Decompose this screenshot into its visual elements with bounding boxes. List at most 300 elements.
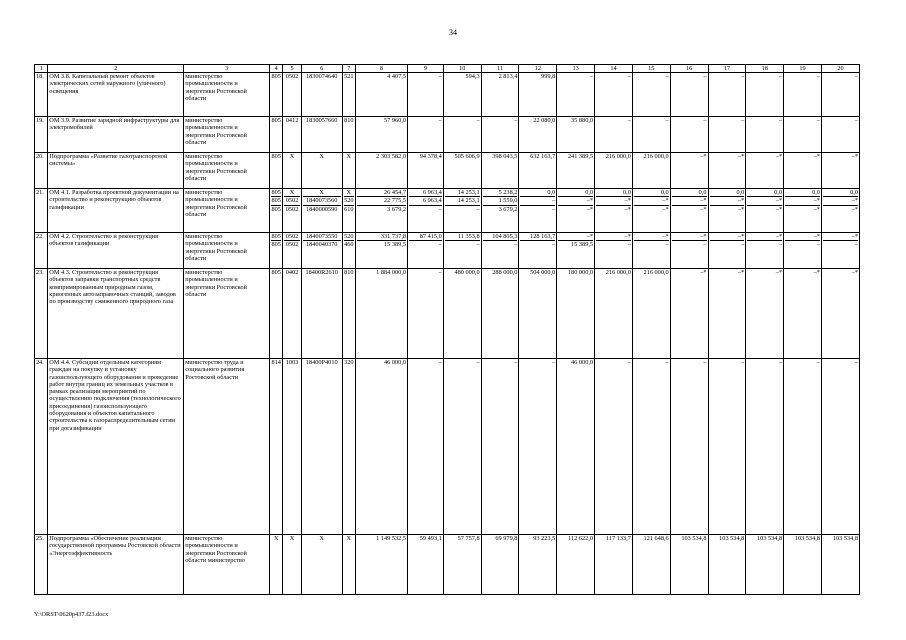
- amount-cell: [821, 535, 859, 595]
- amount-cell: [670, 189, 708, 233]
- cell-value: 805: [271, 269, 281, 276]
- column-number: 7: [342, 65, 355, 73]
- amount-cell: [557, 153, 595, 189]
- table-row: [35, 359, 860, 535]
- cell-value: 103 534,8: [756, 535, 783, 542]
- cell-value: 1840073550: [305, 233, 338, 240]
- table-row: [35, 233, 860, 269]
- row-number: 23.: [35, 269, 48, 359]
- cell-value: –*: [672, 205, 707, 213]
- amount-cell: [408, 189, 444, 233]
- cell-value: –: [778, 117, 783, 124]
- executor: министерство промышленности и энергетики Ростовской области: [184, 233, 270, 269]
- cell-value: –*: [851, 153, 858, 160]
- cell-value: 1840000590: [303, 205, 341, 213]
- budget-code-cell: [342, 233, 355, 269]
- cell-value: 57 960,0: [384, 117, 407, 124]
- budget-code-cell: [301, 269, 342, 359]
- amount-cell: [632, 117, 670, 153]
- amount-cell: [595, 535, 633, 595]
- cell-value: –: [672, 240, 707, 248]
- amount-cell: [408, 117, 444, 153]
- cell-value: –: [445, 240, 480, 248]
- amount-cell: [355, 117, 407, 153]
- cell-value: –: [741, 73, 745, 80]
- cell-value: 117 133,7: [605, 535, 631, 542]
- cell-value: –: [703, 117, 707, 124]
- cell-value: –: [627, 117, 631, 124]
- page-number: 34: [449, 28, 457, 37]
- cell-value: –*: [813, 153, 820, 160]
- cell-value: –*: [775, 233, 783, 240]
- amount-cell: [708, 117, 746, 153]
- budget-code-cell: [283, 269, 301, 359]
- amount-cell: [746, 269, 784, 359]
- cell-value: –: [854, 359, 858, 366]
- cell-value: 2 303 582,0: [376, 153, 407, 160]
- amount-cell: [443, 73, 481, 117]
- amount-cell: [519, 73, 557, 117]
- row-number: 21.: [35, 189, 48, 233]
- budget-code-cell: [301, 153, 342, 189]
- cell-value: –*: [634, 196, 669, 204]
- cell-value: 2 813,4: [498, 73, 518, 80]
- cell-value: 121 648,6: [643, 535, 669, 542]
- cell-value: 999,8: [541, 73, 556, 80]
- cell-value: 112 622,0: [568, 535, 594, 542]
- amount-cell: [408, 73, 444, 117]
- cell-value: –: [409, 240, 442, 248]
- cell-value: 5 238,2: [498, 189, 518, 196]
- cell-value: 520: [344, 233, 354, 240]
- cell-value: Х: [289, 189, 295, 196]
- amount-cell: [355, 73, 407, 117]
- amount-cell: [443, 269, 481, 359]
- column-number: 9: [408, 65, 444, 73]
- amount-cell: [632, 233, 670, 269]
- cell-value: –: [520, 205, 555, 213]
- cell-value: 0,0: [698, 189, 707, 196]
- cell-value: 331 737,8: [380, 233, 407, 240]
- row-number: 18.: [35, 73, 48, 117]
- amount-cell: [821, 117, 859, 153]
- cell-value: –: [703, 359, 707, 366]
- cell-value: 6 963,4: [409, 196, 442, 204]
- cell-value: 216 000,0: [643, 269, 669, 276]
- column-number: 2: [48, 65, 184, 73]
- cell-value: 94 378,4: [419, 153, 442, 160]
- cell-value: 0502: [285, 197, 299, 205]
- cell-value: –: [483, 240, 518, 248]
- cell-value: –: [438, 269, 442, 276]
- row-number: 19.: [35, 117, 48, 153]
- budget-code-cell: [283, 117, 301, 153]
- amount-cell: [595, 117, 633, 153]
- cell-value: 805: [271, 241, 281, 249]
- cell-value: –*: [813, 269, 820, 276]
- cell-value: –*: [785, 205, 820, 213]
- budget-code-cell: [301, 189, 342, 233]
- cell-value: Х: [289, 535, 295, 542]
- amount-cell: [481, 73, 519, 117]
- budget-code-cell: [301, 73, 342, 117]
- amount-cell: [443, 535, 481, 595]
- cell-value: –: [785, 240, 820, 248]
- column-number: 15: [632, 65, 670, 73]
- cell-value: Х: [273, 535, 279, 542]
- amount-cell: [632, 535, 670, 595]
- amount-cell: [443, 117, 481, 153]
- budget-code-cell: [283, 535, 301, 595]
- cell-value: 15 389,5: [357, 240, 406, 248]
- cell-value: –*: [710, 196, 745, 204]
- amount-cell: [355, 535, 407, 595]
- amount-cell: [784, 233, 822, 269]
- cell-value: –: [514, 117, 518, 124]
- cell-value: 18400R2610: [305, 269, 338, 276]
- cell-value: –*: [738, 269, 745, 276]
- amount-cell: [519, 153, 557, 189]
- cell-value: 0,0: [812, 189, 820, 196]
- event-name: Подпрограмма «Развитие газотранспортной системы»: [48, 153, 184, 189]
- cell-value: 320: [344, 359, 354, 366]
- cell-value: –*: [700, 269, 707, 276]
- table-row: [35, 535, 860, 595]
- budget-code-cell: [283, 73, 301, 117]
- column-number: 19: [784, 65, 822, 73]
- cell-value: 69 979,8: [495, 535, 518, 542]
- cell-value: 0,0: [850, 189, 858, 196]
- cell-value: 805: [271, 73, 281, 80]
- cell-value: –: [520, 240, 555, 248]
- cell-value: –*: [672, 196, 707, 204]
- cell-value: 104 805,3: [492, 233, 518, 240]
- cell-value: 93 223,5: [533, 535, 556, 542]
- amount-cell: [557, 189, 595, 233]
- cell-value: –: [476, 359, 480, 366]
- cell-value: 805: [271, 153, 281, 160]
- budget-code-cell: [342, 117, 355, 153]
- executor: министерство промышленности и энергетики Ростовской области: [184, 189, 270, 233]
- amount-cell: [632, 73, 670, 117]
- cell-value: –*: [851, 233, 858, 240]
- amount-cell: [595, 189, 633, 233]
- executor: министерство промышленности и энергетики Ростовской области министерство: [184, 535, 270, 595]
- budget-code-cell: [270, 117, 283, 153]
- amount-cell: [557, 269, 595, 359]
- cell-value: 521: [344, 73, 354, 80]
- budget-code-cell: [270, 73, 283, 117]
- cell-value: –*: [775, 269, 783, 276]
- cell-value: 35 880,0: [571, 117, 594, 124]
- amount-cell: [355, 269, 407, 359]
- amount-cell: [595, 153, 633, 189]
- column-number: 13: [557, 65, 595, 73]
- amount-cell: [670, 359, 708, 535]
- cell-value: 1840073560: [303, 196, 341, 204]
- event-name: ОМ 3.8. Капитальный ремонт объектов электрических сетей наружного (уличного) освещения: [48, 73, 184, 117]
- amount-cell: [746, 233, 784, 269]
- cell-value: –*: [710, 205, 745, 213]
- amount-cell: [443, 189, 481, 233]
- budget-code-cell: [270, 269, 283, 359]
- cell-value: –: [741, 117, 745, 124]
- cell-value: –: [665, 359, 669, 366]
- amount-cell: [784, 153, 822, 189]
- cell-value: –*: [634, 205, 669, 213]
- cell-value: 59 493,1: [419, 535, 442, 542]
- budget-code-cell: [270, 233, 283, 269]
- cell-value: 103 534,8: [681, 535, 707, 542]
- cell-value: –*: [747, 196, 782, 204]
- budget-code-cell: [270, 189, 283, 233]
- budget-code-cell: [342, 535, 355, 595]
- event-name: ОМ 4.3. Строительство и реконструкция объектов заправки транспортных средств компримированным природным газом, криогенных автозаправочных станций, заводов по производству сжиженного природного газа: [48, 269, 184, 359]
- cell-value: –: [823, 240, 858, 248]
- cell-value: 22 080,0: [533, 117, 556, 124]
- column-number: 12: [519, 65, 557, 73]
- cell-value: 810: [344, 269, 354, 276]
- footer-file-path: Y:\ORST\0620p437.f23.docx: [34, 611, 109, 618]
- amount-cell: [632, 189, 670, 233]
- cell-value: 6 963,4: [422, 189, 442, 196]
- amount-cell: [670, 269, 708, 359]
- cell-value: 11 353,8: [457, 233, 480, 240]
- budget-code-cell: [342, 269, 355, 359]
- cell-value: Х: [289, 153, 295, 160]
- budget-code-cell: [301, 535, 342, 595]
- cell-value: 216 000,0: [605, 153, 631, 160]
- cell-value: 505 606,9: [454, 153, 480, 160]
- event-name: ОМ 4.1. Разработка проектной документации на строительство и реконструкцию объектов газификации: [48, 189, 184, 233]
- amount-cell: [519, 359, 557, 535]
- cell-value: –*: [775, 153, 783, 160]
- event-name: Подпрограмма «Обеспечение реализации государственной программы Ростовской области «Энергоэффективность: [48, 535, 184, 595]
- cell-value: –*: [596, 196, 631, 204]
- budget-code-cell: [283, 359, 301, 535]
- amount-cell: [408, 535, 444, 595]
- budget-code-cell: [283, 189, 301, 233]
- cell-value: 22 775,5: [357, 196, 406, 204]
- cell-value: –: [816, 73, 820, 80]
- cell-value: Х: [319, 535, 324, 542]
- budget-code-cell: [342, 359, 355, 535]
- amount-cell: [595, 269, 633, 359]
- table-row: [35, 269, 860, 359]
- amount-cell: [481, 359, 519, 535]
- cell-value: –*: [738, 233, 745, 240]
- column-number: 16: [670, 65, 708, 73]
- cell-value: 0412: [285, 117, 299, 124]
- amount-cell: [557, 359, 595, 535]
- cell-value: 46 000,0: [571, 359, 594, 366]
- amount-cell: [481, 153, 519, 189]
- column-number: 18: [746, 65, 784, 73]
- event-name: ОМ 3.9. Развитие зарядной инфраструктуры для электромобилей: [48, 117, 184, 153]
- column-number: 6: [301, 65, 342, 73]
- executor: министерство промышленности и энергетики Ростовской области: [184, 153, 270, 189]
- budget-code-cell: [301, 359, 342, 535]
- cell-value: 1 884 000,0: [376, 269, 407, 276]
- amount-cell: [708, 535, 746, 595]
- row-number: 20.: [35, 153, 48, 189]
- cell-value: –: [778, 359, 783, 366]
- amount-cell: [481, 269, 519, 359]
- column-number: 20: [821, 65, 859, 73]
- cell-value: –: [703, 73, 707, 80]
- column-number: 14: [595, 65, 633, 73]
- cell-value: 0,0: [774, 189, 783, 196]
- cell-value: 504 000,0: [530, 269, 556, 276]
- cell-value: –: [438, 117, 442, 124]
- amount-cell: [746, 153, 784, 189]
- cell-value: –*: [747, 205, 782, 213]
- cell-value: 1003: [285, 359, 299, 366]
- amount-cell: [408, 153, 444, 189]
- amount-cell: [746, 117, 784, 153]
- amount-cell: [784, 359, 822, 535]
- cell-value: 103 534,8: [832, 535, 858, 542]
- amount-cell: [595, 359, 633, 535]
- cell-value: 4 407,5: [387, 73, 407, 80]
- amount-cell: [443, 153, 481, 189]
- amount-cell: [557, 535, 595, 595]
- cell-value: 0502: [285, 205, 299, 213]
- cell-value: –*: [662, 233, 669, 240]
- cell-value: 0502: [285, 241, 299, 249]
- cell-value: 0502: [285, 73, 299, 80]
- amount-cell: [821, 189, 859, 233]
- cell-value: 810: [344, 117, 354, 124]
- amount-cell: [557, 117, 595, 153]
- amount-cell: [708, 233, 746, 269]
- cell-value: –*: [813, 233, 820, 240]
- amount-cell: [632, 359, 670, 535]
- cell-value: Х: [346, 535, 352, 542]
- amount-cell: [784, 117, 822, 153]
- budget-table: [34, 64, 860, 595]
- amount-cell: [670, 73, 708, 117]
- budget-code-cell: [301, 233, 342, 269]
- cell-value: –: [710, 240, 745, 248]
- cell-value: 460: [344, 241, 354, 249]
- cell-value: Х: [346, 153, 352, 160]
- cell-value: 216 000,0: [605, 269, 631, 276]
- cell-value: –: [854, 117, 858, 124]
- row-number: 22.: [35, 233, 48, 269]
- cell-value: 594,3: [465, 73, 480, 80]
- amount-cell: [519, 189, 557, 233]
- budget-code-cell: [342, 73, 355, 117]
- cell-value: 480 000,0: [454, 269, 480, 276]
- cell-value: 15 389,5: [558, 240, 593, 248]
- amount-cell: [670, 233, 708, 269]
- amount-cell: [632, 153, 670, 189]
- cell-value: –: [596, 240, 631, 248]
- cell-value: 0,0: [660, 189, 669, 196]
- amount-cell: [408, 269, 444, 359]
- cell-value: 520: [344, 197, 354, 205]
- cell-value: –: [438, 73, 442, 80]
- table-row: [35, 153, 860, 189]
- budget-code-cell: [270, 359, 283, 535]
- cell-value: –: [476, 117, 480, 124]
- cell-value: 814: [271, 359, 281, 366]
- table-row: [35, 117, 860, 153]
- executor: министерство промышленности и энергетики Ростовской области: [184, 117, 270, 153]
- amount-cell: [670, 153, 708, 189]
- amount-cell: [784, 73, 822, 117]
- cell-value: 1830057660: [305, 117, 338, 124]
- cell-value: 0,0: [736, 189, 745, 196]
- cell-value: –*: [738, 153, 745, 160]
- amount-cell: [670, 535, 708, 595]
- cell-value: 87 415,0: [419, 233, 442, 240]
- cell-value: –: [854, 73, 858, 80]
- cell-value: 1840040370: [303, 240, 341, 248]
- amount-cell: [355, 359, 407, 535]
- amount-cell: [708, 189, 746, 233]
- budget-code-cell: [270, 535, 283, 595]
- column-number: 8: [355, 65, 407, 73]
- cell-value: 805: [271, 233, 281, 240]
- amount-cell: [784, 269, 822, 359]
- cell-value: 632 163,7: [530, 153, 556, 160]
- amount-cell: [355, 233, 407, 269]
- cell-value: –*: [785, 196, 820, 204]
- amount-cell: [595, 73, 633, 117]
- cell-value: –: [445, 205, 480, 213]
- amount-cell: [481, 189, 519, 233]
- amount-cell: [557, 233, 595, 269]
- cell-value: 0,0: [623, 189, 631, 196]
- amount-cell: [355, 189, 407, 233]
- amount-cell: [481, 117, 519, 153]
- amount-cell: [746, 535, 784, 595]
- budget-code-cell: [283, 153, 301, 189]
- cell-value: –: [816, 359, 820, 366]
- cell-value: 805: [271, 205, 281, 213]
- cell-value: 241 389,5: [567, 153, 594, 160]
- column-number: 17: [708, 65, 746, 73]
- cell-value: 805: [271, 117, 281, 124]
- cell-value: –: [665, 73, 669, 80]
- amount-cell: [746, 189, 784, 233]
- amount-cell: [746, 73, 784, 117]
- amount-cell: [746, 359, 784, 535]
- cell-value: 103 534,8: [794, 535, 820, 542]
- cell-value: 103 534,8: [719, 535, 745, 542]
- budget-code-cell: [283, 233, 301, 269]
- amount-cell: [821, 233, 859, 269]
- amount-cell: [519, 117, 557, 153]
- cell-value: –: [747, 240, 782, 248]
- amount-cell: [821, 359, 859, 535]
- cell-value: 1 149 532,5: [376, 535, 407, 542]
- cell-value: 3 679,2: [483, 205, 518, 213]
- cell-value: –: [634, 240, 669, 248]
- cell-value: 0402: [285, 269, 299, 276]
- executor: министерство промышленности и энергетики Ростовской области: [184, 73, 270, 117]
- event-name: ОМ 4.2. Строительство и реконструкция объектов газификации: [48, 233, 184, 269]
- amount-cell: [784, 535, 822, 595]
- cell-value: 216 000,0: [643, 153, 669, 160]
- cell-value: –*: [700, 153, 707, 160]
- budget-code-cell: [270, 153, 283, 189]
- cell-value: –: [520, 196, 555, 204]
- cell-value: –: [741, 359, 745, 366]
- event-name: ОМ 4.4. Субсидии отдельным категориям граждан на покупку и установку газоиспользующего оборудования и проведение работ внутри границ их земельных участков в рамках реализации мероприятий по осуществлению подключения (технологического присоединения) газоиспользующего оборудования и объектов капитального строительства к газораспределительным сетям при догазификации: [48, 359, 184, 535]
